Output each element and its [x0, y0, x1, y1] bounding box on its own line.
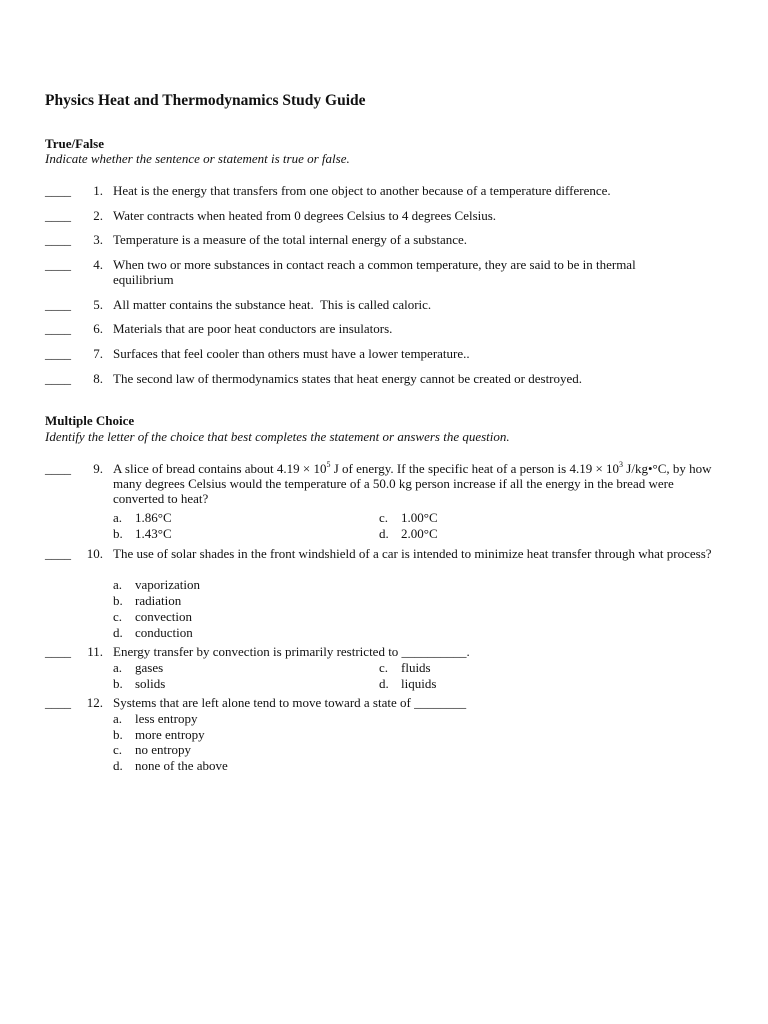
- question-text: [113, 461, 725, 506]
- option-letter: d.: [113, 625, 123, 640]
- option-letter: b.: [113, 676, 123, 691]
- option-c[interactable]: [379, 660, 431, 675]
- option-text: conduction: [135, 625, 193, 640]
- option-a[interactable]: [113, 660, 163, 675]
- answer-blank[interactable]: ____: [45, 644, 71, 659]
- answer-blank[interactable]: ____: [45, 695, 71, 710]
- question-text: When two or more substances in contact reach a common temperature, they are said to be in thermal equilibrium: [113, 257, 636, 287]
- true-false-instructions: Indicate whether the sentence or statement is true or false.: [45, 151, 350, 166]
- option-text: liquids: [401, 676, 437, 691]
- option-text: fluids: [401, 660, 431, 675]
- question-number: 7.: [93, 346, 103, 361]
- answer-blank[interactable]: ____: [45, 371, 71, 386]
- multiple-choice-heading: Multiple Choice: [45, 413, 135, 428]
- question-number: 6.: [93, 321, 103, 336]
- option-text: 1.86°C: [135, 510, 172, 525]
- option-text: vaporization: [135, 577, 200, 592]
- option-d[interactable]: [379, 676, 436, 691]
- option-letter: a.: [113, 510, 123, 525]
- option-a[interactable]: [113, 510, 172, 525]
- answer-blank[interactable]: ____: [45, 297, 71, 312]
- question-text: The use of solar shades in the front windshield of a car is intended to minimize heat transfer through what process?: [113, 546, 712, 561]
- option-text: more entropy: [135, 727, 205, 742]
- option-text: gases: [135, 660, 164, 675]
- option-text: solids: [135, 676, 166, 691]
- question-text: Temperature is a measure of the total internal energy of a substance.: [113, 232, 468, 247]
- question-text: Water contracts when heated from 0 degrees Celsius to 4 degrees Celsius.: [113, 208, 497, 223]
- exponent: 5: [326, 460, 331, 469]
- option-letter: b.: [113, 526, 123, 541]
- question-number: 4.: [93, 257, 103, 272]
- answer-blank[interactable]: ____: [45, 257, 71, 272]
- option-letter: a.: [113, 660, 123, 675]
- option-letter: d.: [113, 758, 123, 773]
- question-number: 1.: [93, 183, 103, 198]
- option-c[interactable]: [379, 510, 438, 525]
- question-number: 8.: [93, 371, 103, 386]
- page-title: Physics Heat and Thermodynamics Study Guide: [45, 92, 366, 109]
- option-text: radiation: [135, 593, 182, 608]
- option-text: less entropy: [135, 711, 198, 726]
- answer-blank[interactable]: ____: [45, 346, 71, 361]
- option-letter: d.: [379, 676, 389, 691]
- option-d[interactable]: [113, 758, 228, 773]
- question-number: 2.: [93, 208, 103, 223]
- option-letter: a.: [113, 711, 123, 726]
- question-number: 11.: [87, 644, 103, 659]
- question-text: Surfaces that feel cooler than others must have a lower temperature..: [113, 346, 470, 361]
- answer-blank[interactable]: ____: [45, 321, 71, 336]
- option-text: convection: [135, 609, 193, 624]
- question-text-part: J/kg•°C, by how many degrees Celsius would the temperature of a 50.0 kg person increase if all the energy in the bread were converted to heat?: [113, 461, 712, 506]
- question-text: All matter contains the substance heat. This is called caloric.: [113, 297, 432, 312]
- option-text: 1.00°C: [401, 510, 438, 525]
- question-number: 12.: [86, 695, 103, 710]
- option-letter: c.: [379, 660, 389, 675]
- question-text: Heat is the energy that transfers from one object to another because of a temperature difference.: [113, 183, 611, 198]
- option-a[interactable]: [113, 577, 200, 592]
- exponent: 3: [619, 460, 624, 469]
- answer-blank[interactable]: ____: [45, 461, 71, 476]
- question-number: 5.: [93, 297, 103, 312]
- option-text: none of the above: [135, 758, 228, 773]
- option-letter: c.: [379, 510, 389, 525]
- option-letter: a.: [113, 577, 123, 592]
- answer-blank[interactable]: ____: [45, 183, 71, 198]
- option-d[interactable]: [379, 526, 438, 541]
- option-letter: c.: [113, 609, 123, 624]
- option-b[interactable]: [113, 593, 181, 608]
- question-text: Materials that are poor heat conductors are insulators.: [113, 321, 393, 336]
- option-a[interactable]: [113, 711, 197, 726]
- question-text-part: J of energy. If the specific heat of a person is 4.19 × 10: [330, 461, 620, 476]
- question-text: The second law of thermodynamics states that heat energy cannot be created or destroyed.: [113, 371, 583, 386]
- answer-blank[interactable]: ____: [45, 208, 71, 223]
- option-c[interactable]: [113, 609, 192, 624]
- option-letter: b.: [113, 593, 123, 608]
- option-text: 1.43°C: [135, 526, 172, 541]
- option-letter: c.: [113, 742, 123, 757]
- question-number: 9.: [93, 461, 103, 476]
- option-text: 2.00°C: [401, 526, 438, 541]
- answer-blank[interactable]: ____: [45, 546, 71, 561]
- question-text: Energy transfer by convection is primarily restricted to __________.: [113, 644, 470, 659]
- question-text-part: A slice of bread contains about 4.19 × 10: [113, 461, 327, 476]
- answer-blank[interactable]: ____: [45, 232, 71, 247]
- question-number: 3.: [93, 232, 103, 247]
- multiple-choice-instructions: Identify the letter of the choice that best completes the statement or answers the question.: [45, 429, 510, 444]
- option-b[interactable]: [113, 676, 165, 691]
- question-text: Systems that are left alone tend to move toward a state of ________: [113, 695, 467, 710]
- option-b[interactable]: [113, 727, 205, 742]
- option-d[interactable]: [113, 625, 193, 640]
- option-b[interactable]: [113, 526, 172, 541]
- question-number: 10.: [86, 546, 103, 561]
- option-c[interactable]: [113, 742, 191, 757]
- option-letter: b.: [113, 727, 123, 742]
- true-false-heading: True/False: [45, 136, 104, 151]
- option-letter: d.: [379, 526, 389, 541]
- option-text: no entropy: [135, 742, 191, 757]
